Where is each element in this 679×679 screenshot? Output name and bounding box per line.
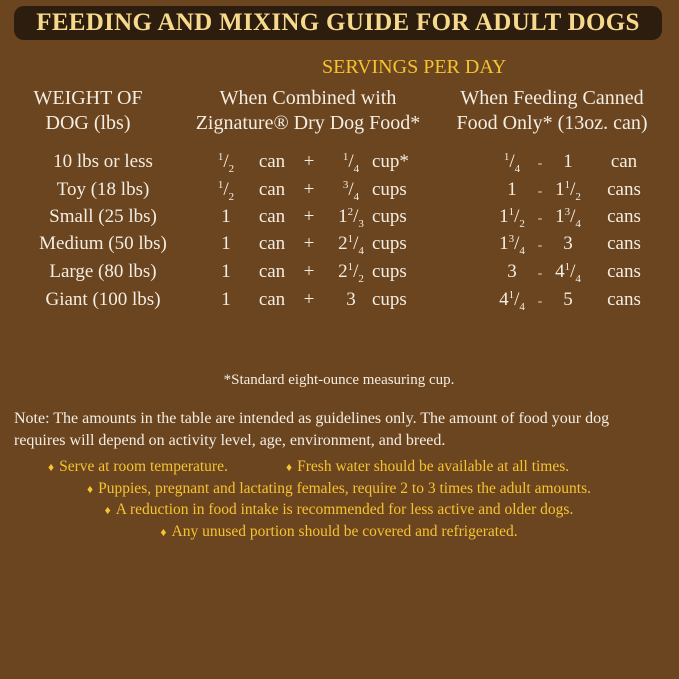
- cup-unit-cell: cups: [372, 261, 407, 282]
- diamond-bullet-icon: ♦: [160, 525, 167, 539]
- title-banner: [14, 6, 662, 40]
- guideline-note: Note: The amounts in the table are intended as guidelines only. The amount of food your dog requires will depend on activity level, age, environment, and breed.: [14, 410, 610, 449]
- page-title: FEEDING AND MIXING GUIDE FOR ADULT DOGS: [36, 9, 640, 36]
- cans-min-cell: $4^1/_4$: [499, 289, 525, 313]
- cans-min-cell: $1^1/_2$: [499, 206, 525, 230]
- can-amount-cell: 1: [221, 289, 231, 310]
- cup-amount-cell: $1^2/_3$: [338, 206, 364, 230]
- can-amount-cell: 1: [221, 206, 231, 227]
- cans-max-cell: 1: [563, 151, 573, 172]
- can-amount-cell: $^1/_2$: [217, 179, 235, 203]
- can-unit-cell: can: [258, 206, 286, 227]
- diamond-bullet-icon: ♦: [87, 482, 94, 496]
- cup-unit-cell: cups: [372, 179, 407, 200]
- cup-amount-cell: $^1/_4$: [342, 151, 360, 175]
- dog-size-cell: Medium (50 lbs): [39, 233, 167, 254]
- cup-amount-cell: $2^1/_4$: [338, 233, 364, 257]
- cup-unit-cell: cups: [372, 289, 407, 310]
- range-dash: -: [537, 184, 543, 199]
- cans-unit-cell: cans: [607, 289, 641, 310]
- cup-unit-cell: cup*: [372, 151, 409, 172]
- diamond-bullet-icon: ♦: [48, 460, 55, 474]
- bullet-item: ♦ A reduction in food intake is recommended for less active and older dogs.: [104, 501, 574, 518]
- can-unit-cell: can: [258, 151, 286, 172]
- plus-sign: +: [303, 233, 315, 254]
- cans-unit-cell: cans: [607, 261, 641, 282]
- range-dash: -: [537, 294, 543, 309]
- canned-column-header: When Feeding Canned Food Only* (13oz. can): [456, 87, 648, 134]
- cans-min-cell: 3: [507, 261, 517, 282]
- cans-unit-cell: cans: [607, 233, 641, 254]
- plus-sign: +: [303, 261, 315, 282]
- dog-size-cell: Small (25 lbs): [49, 206, 157, 227]
- plus-sign: +: [303, 289, 315, 310]
- can-amount-cell: $^1/_2$: [217, 151, 235, 175]
- cup-footnote: *Standard eight-ounce measuring cup.: [223, 372, 455, 388]
- dog-size-cell: 10 lbs or less: [53, 151, 153, 172]
- cans-unit-cell: cans: [607, 206, 641, 227]
- can-unit-cell: can: [258, 233, 286, 254]
- range-dash: -: [537, 156, 543, 171]
- cans-max-cell: $1^1/_2$: [555, 179, 581, 203]
- range-dash: -: [537, 266, 543, 281]
- cans-max-cell: $4^1/_4$: [555, 261, 581, 285]
- dog-size-cell: Large (80 lbs): [49, 261, 157, 282]
- combined-column-header: When Combined with Zignature® Dry Dog Food*: [195, 87, 421, 134]
- plus-sign: +: [303, 179, 315, 200]
- cans-unit-cell: cans: [607, 179, 641, 200]
- plus-sign: +: [303, 206, 315, 227]
- diamond-bullet-icon: ♦: [104, 503, 111, 517]
- bullet-item: ♦ Fresh water should be available at all times.: [286, 458, 570, 475]
- dog-size-cell: Giant (100 lbs): [45, 289, 161, 310]
- cup-amount-cell: 3: [346, 289, 356, 310]
- cans-min-cell: $^1/_4$: [503, 151, 521, 175]
- range-dash: -: [537, 211, 543, 226]
- cup-unit-cell: cups: [372, 206, 407, 227]
- weight-column-header: WEIGHT OF DOG (lbs): [33, 87, 143, 134]
- cup-amount-cell: $^3/_4$: [342, 179, 360, 203]
- cup-amount-cell: $2^1/_2$: [338, 261, 364, 285]
- cans-max-cell: 3: [563, 233, 573, 254]
- range-dash: -: [537, 238, 543, 253]
- cup-unit-cell: cups: [372, 233, 407, 254]
- can-amount-cell: 1: [221, 233, 231, 254]
- plus-sign: +: [303, 151, 315, 172]
- cans-max-cell: $1^3/_4$: [555, 206, 581, 230]
- cans-min-cell: $1^3/_4$: [499, 233, 525, 257]
- bullet-item: ♦ Serve at room temperature.: [48, 458, 228, 475]
- servings-per-day-heading: SERVINGS PER DAY: [322, 56, 507, 78]
- cans-unit-cell: can: [610, 151, 638, 172]
- cans-min-cell: 1: [507, 179, 517, 200]
- can-unit-cell: can: [258, 261, 286, 282]
- dog-size-cell: Toy (18 lbs): [56, 179, 150, 200]
- can-unit-cell: can: [258, 179, 286, 200]
- bullet-item: ♦ Any unused portion should be covered and refrigerated.: [160, 523, 518, 540]
- diamond-bullet-icon: ♦: [286, 460, 293, 474]
- can-amount-cell: 1: [221, 261, 231, 282]
- bullet-item: ♦ Puppies, pregnant and lactating females, require 2 to 3 times the adult amounts.: [87, 480, 591, 497]
- can-unit-cell: can: [258, 289, 286, 310]
- cans-max-cell: 5: [563, 289, 573, 310]
